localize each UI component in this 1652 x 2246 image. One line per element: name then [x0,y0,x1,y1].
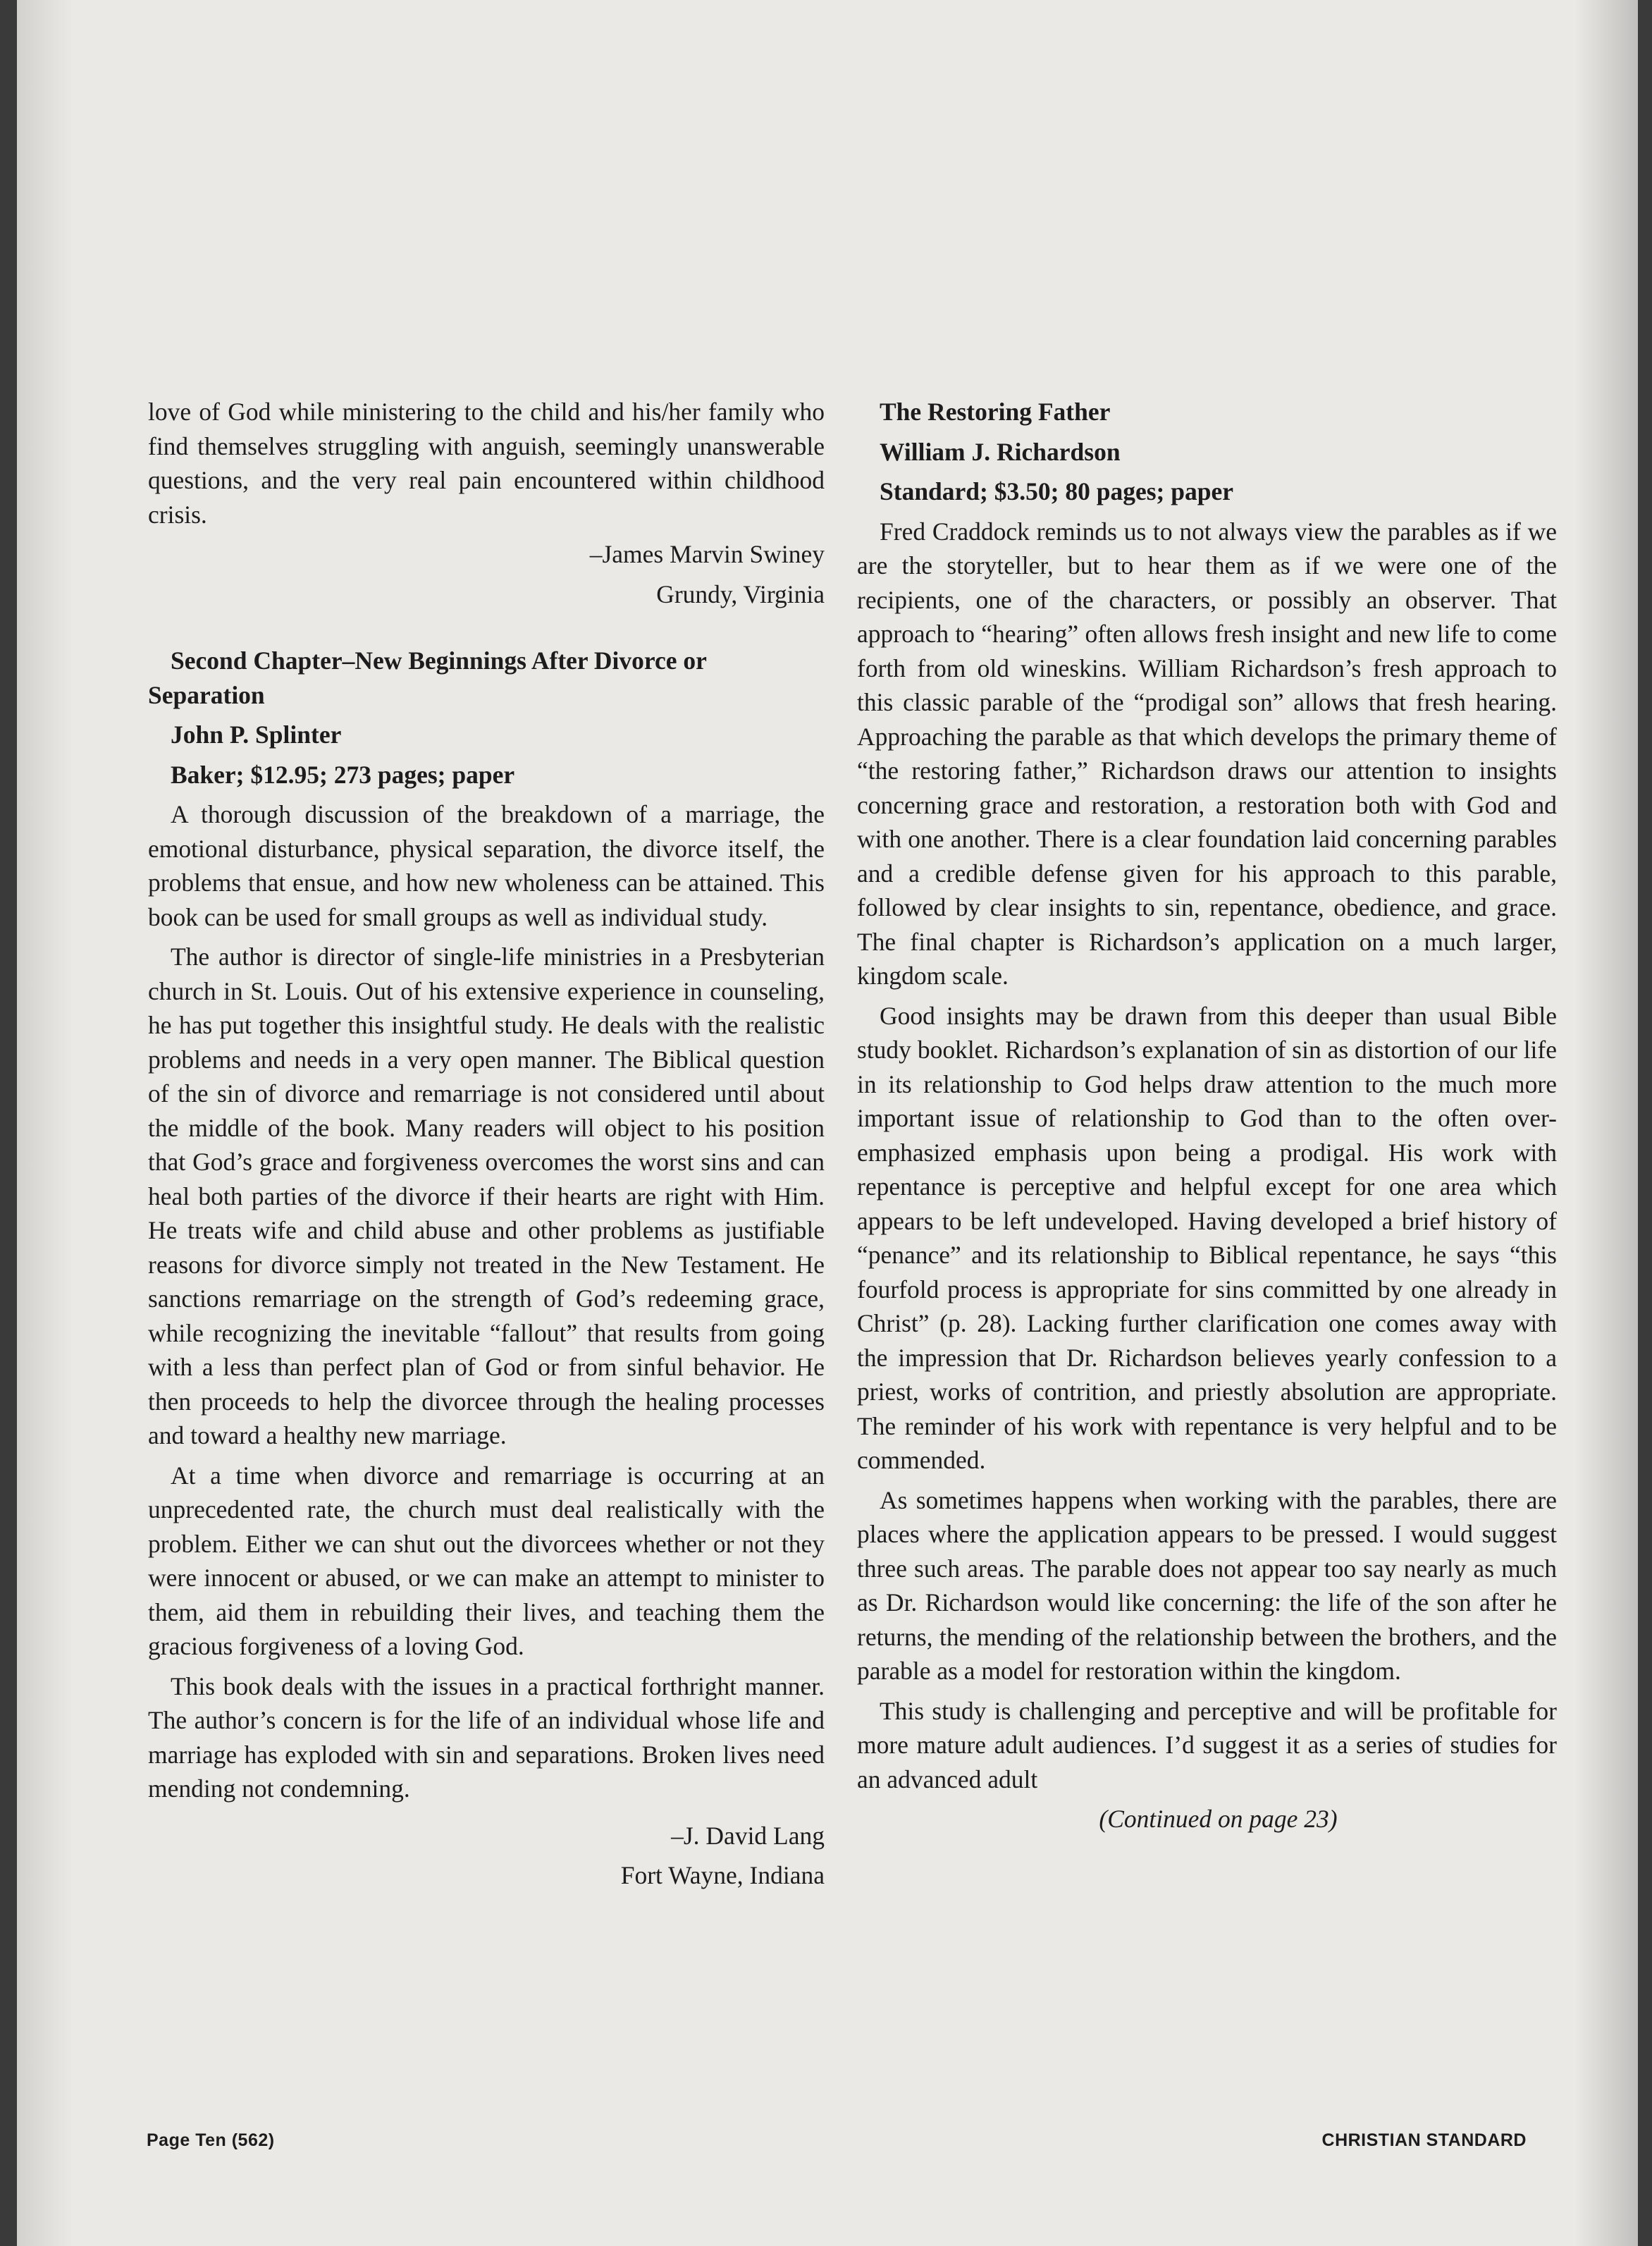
right-column [857,395,1557,1836]
review-title: The Restoring Father [880,398,1111,426]
intro-signature-name: –James Marvin Swiney [589,540,825,568]
intro-paragraph: love of God while ministering to the child and his/her family who find themselves struggling with anguish, seemingly unanswerable questions, and the very real pain encountered within childhood crisis. [148,398,825,529]
review-paragraph: As sometimes happens when working with the parables, there are places where the application appears to be pressed. I would suggest three such areas. The parable does not appear too say nearly as much as Dr. Richardson would like concerning: the life of the son after he returns, the mending of the relationship between the brothers, and the parable as a model for restoration within the kingdom. [857,1485,1557,1685]
review-paragraph: Fred Craddock reminds us to not always view the parables as if we are the storyteller, but to hear them as if we were one of the recipients, one of the characters, or possibly an observer. That approach to “hearing” often allows fresh insight and new life to come forth from old wineskins. William Richardson’s fresh approach to this classic parable of the “prodigal son” allows that fresh hearing. Approaching the parable as that which develops the primary theme of “the restoring father,” Richardson draws our attention to insights concerning grace and restoration, a restoration both with God and with one another. There is a clear foundation laid concerning parables and a credible defense given for his approach to this parable, followed by clear insights to sin, repentance, obedience, and grace. The final chapter is Richardson’s application on a much larger, kingdom scale. [857,517,1557,990]
review-signature-place: Fort Wayne, Indiana [620,1861,825,1889]
review-paragraph: Good insights may be drawn from this deeper than usual Bible study booklet. Richardson’s explanation of sin as distortion of our life in its relationship to God helps draw attention to the much more important issue of relationship to God than to the often over-emphasized emphasis upon being a prodigal. His work with repentance is perceptive and helpful except for one area which appears to be left undeveloped. Having developed a brief history of “penance” and its relationship to Biblical repentance, he says “this fourfold process is appropriate for sins committed by one already in Christ” (p. 28). Lacking further clarification one comes away with the impression that Dr. Richardson believes yearly confession to a priest, works of contrition, and priestly absolution are appropriate. The reminder of his work with repentance is very helpful and to be commended. [857,1001,1557,1474]
magazine-name: CHRISTIAN STANDARD [1321,2130,1527,2150]
review-paragraph: A thorough discussion of the breakdown of a marriage, the emotional disturbance, physical separation, the divorce itself, the problems that ensue, and how new wholeness can be attained. This book can be used for small groups as well as individual study. [148,800,825,931]
review-title: Second Chapter–New Beginnings After Divorce or Separation [148,646,707,709]
review-author: John P. Splinter [171,720,342,749]
left-column [148,395,825,1893]
review-paragraph: The author is director of single-life ministries in a Presbyterian church in St. Louis. Out of his extensive experience in counseling, he has put together this insightful study. He deals with the realistic problems and needs in a very open manner. The Biblical question of the sin of divorce and remarriage is not considered until about the middle of the book. Many readers will object to his position that God’s grace and forgiveness overcomes the worst sins and can heal both parties of the divorce if their hearts are right with Him. He treats wife and child abuse and other problems as justifiable reasons for divorce simply not treated in the New Testament. He sanctions remarriage on the strength of God’s redeeming grace, while recognizing the inevitable “fallout” that results from going with a less than perfect plan of God or from sinful behavior. He then proceeds to help the divorcee through the healing processes and toward a healthy new marriage. [148,943,825,1449]
review-publisher: Standard; $3.50; 80 pages; paper [880,477,1233,505]
review-paragraph: This book deals with the issues in a practical forthright manner. The author’s concern is for the life of an individual whose life and marriage has exploded with sin and separations. Broken lives need mending not condemning. [148,1671,825,1803]
review-author: William J. Richardson [880,437,1121,466]
review-paragraph: This study is challenging and perceptive and will be profitable for more mature adult audiences. I’d suggest it as a series of studies for an advanced adult [857,1696,1557,1793]
review-publisher: Baker; $12.95; 273 pages; paper [171,760,515,789]
continued-note: (Continued on page 23) [1099,1805,1338,1833]
magazine-page [17,0,1638,2246]
page-number: Page Ten (562) [147,2130,275,2150]
review-paragraph: At a time when divorce and remarriage is occurring at an unprecedented rate, the church must deal realistically with the problem. Either we can shut out the divorcees whether or not they were innocent or abused, or we can make an attempt to minister to them, aid them in rebuilding their lives, and teaching them the gracious forgiveness of a loving God. [148,1461,825,1660]
review-signature-name: –J. David Lang [671,1821,825,1850]
intro-signature-place: Grundy, Virginia [656,579,825,608]
